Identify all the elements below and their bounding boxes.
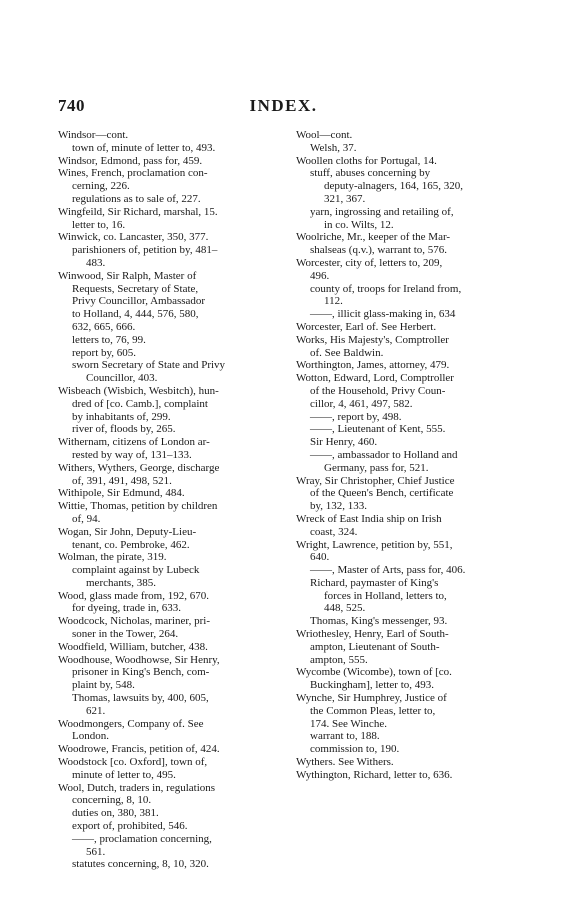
index-entry-line: Wogan, Sir John, Deputy-Lieu- (58, 525, 197, 538)
index-entry-line: yarn, ingrossing and retailing of, (310, 205, 454, 218)
index-entry-line: 483. (86, 256, 106, 269)
index-entry-line: Woollen cloths for Portugal, 14. (296, 154, 437, 167)
index-entry-line: Wray, Sir Christopher, Chief Justice (296, 474, 455, 487)
index-subentry (58, 193, 284, 206)
index-entry (58, 782, 284, 808)
index-subentry (58, 820, 284, 833)
index-entry-line: Withernam, citizens of London ar- (58, 436, 210, 449)
index-subentry (296, 411, 522, 424)
index-entry-line: ——, ambassador to Holland and (310, 448, 458, 461)
index-entry-line: Wycombe (Wicombe), town of [co. (296, 666, 452, 679)
index-entry-line: by, 132, 133. (310, 500, 368, 513)
index-entry (296, 372, 522, 410)
index-entry-line: Richard, paymaster of King's (310, 576, 439, 589)
index-entry-line: Wythers. See Withers. (296, 756, 394, 769)
index-entry-line: Works, His Majesty's, Comptroller (296, 333, 449, 346)
index-entry-line: parishioners of, petition by, 481– (72, 244, 218, 257)
index-entry-line: London. (72, 730, 109, 743)
index-entry-line: Sir Henry, 460. (310, 436, 378, 449)
index-entry (58, 500, 284, 526)
index-entry-line: letter to, 16. (72, 218, 126, 231)
index-entry-line: Worcester, Earl of. See Herbert. (296, 320, 437, 333)
index-entry-line: Thomas, lawsuits by, 400, 605, (72, 692, 209, 705)
page-number: 740 (58, 96, 85, 115)
index-entry-line: of. See Baldwin. (310, 346, 384, 359)
index-entry-line: Councillor, 403. (86, 372, 158, 385)
index-entry-line: forces in Holland, letters to, (324, 589, 447, 602)
index-entry-line: dred of [co. Camb.], complaint (72, 397, 208, 410)
index-entry (58, 206, 284, 219)
index-entry-line: ampton, 555. (310, 653, 368, 666)
index-subentry (58, 219, 284, 232)
index-entry-line: Welsh, 37. (310, 141, 357, 154)
index-entry (58, 718, 284, 744)
index-entry (296, 769, 522, 782)
index-entry-line: ——, Master of Arts, pass for, 406. (310, 564, 466, 577)
index-column-left (58, 129, 284, 871)
index-entry-line: Woodmongers, Company of. See (58, 717, 204, 730)
index-entry-line: 632, 665, 666. (72, 320, 136, 333)
index-entry-line: deputy-alnagers, 164, 165, 320, (324, 180, 463, 193)
index-entry-line: of the Household, Privy Coun- (310, 384, 446, 397)
index-entry-line: Germany, pass for, 521. (324, 461, 429, 474)
index-entry-line: sworn Secretary of State and Privy (72, 359, 226, 372)
index-entry (296, 129, 522, 142)
index-entry-line: Thomas, King's messenger, 93. (310, 615, 448, 628)
index-entry-line: Winwood, Sir Ralph, Master of (58, 269, 197, 282)
index-entry-line: Wool, Dutch, traders in, regulations (58, 781, 216, 794)
index-entry-line: Windsor—cont. (58, 129, 129, 141)
index-entry-line: Windsor, Edmond, pass for, 459. (58, 154, 203, 167)
index-entry-line: Woodrowe, Francis, petition of, 424. (58, 743, 220, 756)
index-entry-line: 321, 367. (324, 192, 366, 205)
index-subentry (58, 807, 284, 820)
index-entry (58, 462, 284, 488)
index-entry-line: Wright, Lawrence, petition by, 551, (296, 538, 453, 551)
index-entry-line: concerning, 8, 10. (72, 794, 152, 807)
index-entry-line: Wisbeach (Wisbich, Wesbitch), hun- (58, 384, 219, 397)
index-entry-line: Privy Councillor, Ambassador (72, 295, 206, 308)
index-entry-line: merchants, 385. (86, 576, 156, 589)
index-entry-line: duties on, 380, 381. (72, 807, 159, 820)
index-entry (58, 155, 284, 168)
index-entry-line: Woolriche, Mr., keeper of the Mar- (296, 231, 451, 244)
index-entry-line: Withers, Wythers, George, discharge (58, 461, 220, 474)
index-entry-line: soner in the Tower, 264. (72, 628, 179, 641)
index-entry-line: Wythington, Richard, letter to, 636. (296, 768, 453, 781)
index-entry (58, 551, 284, 564)
index-entry-line: town of, minute of letter to, 493. (72, 141, 216, 154)
index-entry-line: report by, 605. (72, 346, 137, 359)
index-entry-line: Worcester, city of, letters to, 209, (296, 256, 443, 269)
index-entry-line: tenant, co. Pembroke, 462. (72, 538, 190, 551)
index-entry (296, 231, 522, 257)
index-entry (58, 641, 284, 654)
index-entry-line: export of, prohibited, 546. (72, 820, 188, 833)
index-entry-line: of the Queen's Bench, certificate (310, 487, 454, 500)
index-entry (296, 321, 522, 334)
index-entry-line: Wreck of East India ship on Irish (296, 512, 442, 525)
index-entry-line: in co. Wilts, 12. (324, 218, 394, 231)
index-entry-line: for dyeing, trade in, 633. (72, 602, 182, 615)
index-entry-line: Wines, French, proclamation con- (58, 167, 208, 180)
index-subentry (58, 423, 284, 436)
index-subentry (296, 449, 522, 475)
index-subentry (296, 308, 522, 321)
index-entry-line: Wriothesley, Henry, Earl of South- (296, 628, 449, 641)
index-entry-line: of, 94. (72, 512, 101, 525)
index-entry-line: Buckingham], letter to, 493. (310, 679, 435, 692)
index-entry-line: 561. (86, 845, 106, 858)
index-entry-line: Requests, Secretary of State, (72, 282, 199, 295)
index-entry (58, 129, 284, 142)
index-entry-line: plaint by, 548. (72, 679, 135, 692)
index-entry-line: commission to, 190. (310, 743, 400, 756)
index-entry (58, 436, 284, 462)
index-subentry (296, 142, 522, 155)
index-entry (296, 666, 522, 692)
index-entry-line: the Common Pleas, letter to, (310, 704, 436, 717)
index-entry (296, 155, 522, 168)
index-entry-line: to Holland, 4, 444, 576, 580, (72, 308, 199, 321)
index-entry-line: by inhabitants of, 299. (72, 410, 171, 423)
index-subentry (58, 602, 284, 615)
index-entry-line: 448, 525. (324, 602, 366, 615)
index-subentry (296, 206, 522, 232)
index-entry-line: Wood, glass made from, 192, 670. (58, 589, 209, 602)
index-entry-line: complaint against by Lubeck (72, 564, 200, 577)
index-entry-line: cerning, 226. (72, 180, 130, 193)
index-entry-line: Wynche, Sir Humphrey, Justice of (296, 692, 447, 705)
index-entry-line: Worthington, James, attorney, 479. (296, 359, 450, 372)
index-entry-line: rested by way of, 131–133. (72, 448, 192, 461)
index-entry-line: 496. (310, 269, 330, 282)
index-subentry (58, 334, 284, 347)
index-entry-line: Withipole, Sir Edmund, 484. (58, 487, 185, 500)
index-entry-line: Woodcock, Nicholas, mariner, pri- (58, 615, 211, 628)
index-entry-line: statutes concerning, 8, 10, 320. (72, 858, 209, 871)
index-entry (58, 487, 284, 500)
index-subentry (58, 692, 284, 718)
index-entry (58, 526, 284, 552)
index-subentry (296, 283, 522, 309)
index-entry-line: 621. (86, 704, 106, 717)
index-entry (58, 590, 284, 603)
index-subentry (296, 577, 522, 615)
index-entry-line: warrant to, 188. (310, 730, 380, 743)
index-entry-line: prisoner in King's Bench, com- (72, 666, 210, 679)
index-entry-line: letters to, 76, 99. (72, 333, 146, 346)
index-entry-line: 112. (324, 295, 343, 308)
index-entry-line: coast, 324. (310, 525, 358, 538)
index-subentry (58, 858, 284, 871)
index-subentry (296, 423, 522, 436)
index-entry (296, 628, 522, 666)
index-entry (58, 231, 284, 244)
index-entry (296, 756, 522, 769)
index-entry-line: ——, Lieutenant of Kent, 555. (310, 423, 446, 436)
index-subentry (58, 564, 284, 590)
index-subentry (296, 564, 522, 577)
index-entry (296, 359, 522, 372)
index-entry (58, 385, 284, 423)
index-entry-line: county of, troops for Ireland from, (310, 282, 462, 295)
index-entry-line: ——, illicit glass-making in, 634 (310, 308, 456, 321)
index-entry (296, 539, 522, 565)
index-subentry (58, 359, 284, 385)
index-entry-line: 640. (310, 551, 330, 564)
index-entry-line: ——, report by, 498. (310, 410, 402, 423)
index-entry-line: shalseas (q.v.), warrant to, 576. (310, 244, 448, 257)
index-column-right (296, 129, 522, 782)
index-entry (296, 513, 522, 539)
index-entry (58, 270, 284, 334)
index-subentry (58, 347, 284, 360)
index-entry-line: stuff, abuses concerning by (310, 167, 431, 180)
index-entry-line: 174. See Winche. (310, 717, 387, 730)
index-entry-line: Wittie, Thomas, petition by children (58, 500, 218, 513)
index-entry (296, 257, 522, 283)
index-entry-line: Woodstock [co. Oxford], town of, (58, 756, 208, 769)
index-entry (296, 475, 522, 513)
index-entry-line: Wool—cont. (296, 129, 353, 141)
index-subentry (58, 142, 284, 155)
index-entry-line: minute of letter to, 495. (72, 768, 176, 781)
index-entry-line: of, 391, 491, 498, 521. (72, 474, 172, 487)
index-entry-line: Wingfeild, Sir Richard, marshal, 15. (58, 205, 218, 218)
index-entry (296, 692, 522, 730)
index-entry-line: regulations as to sale of, 227. (72, 192, 201, 205)
index-subentry (58, 833, 284, 859)
index-entry (58, 743, 284, 756)
index-entry (58, 167, 284, 193)
index-entry (58, 615, 284, 641)
index-entry-line: Winwick, co. Lancaster, 350, 377. (58, 231, 209, 244)
index-entry (58, 756, 284, 782)
index-subentry (296, 167, 522, 205)
page-title: INDEX. (249, 96, 318, 115)
index-entry-line: ——, proclamation concerning, (72, 832, 212, 845)
index-subentry (296, 730, 522, 743)
index-entry-line: river of, floods by, 265. (72, 423, 176, 436)
index-subentry (58, 244, 284, 270)
index-entry-line: ampton, Lieutenant of South- (310, 640, 440, 653)
index-subentry (296, 436, 522, 449)
index-subentry (296, 743, 522, 756)
index-entry-line: Woodhouse, Woodhowse, Sir Henry, (58, 653, 220, 666)
index-subentry (296, 615, 522, 628)
index-entry-line: cillor, 4, 461, 497, 582. (310, 397, 413, 410)
index-entry (296, 334, 522, 360)
index-entry-line: Wotton, Edward, Lord, Comptroller (296, 372, 454, 385)
index-entry (58, 654, 284, 692)
index-entry-line: Wolman, the pirate, 319. (58, 551, 167, 564)
index-entry-line: Woodfield, William, butcher, 438. (58, 640, 208, 653)
